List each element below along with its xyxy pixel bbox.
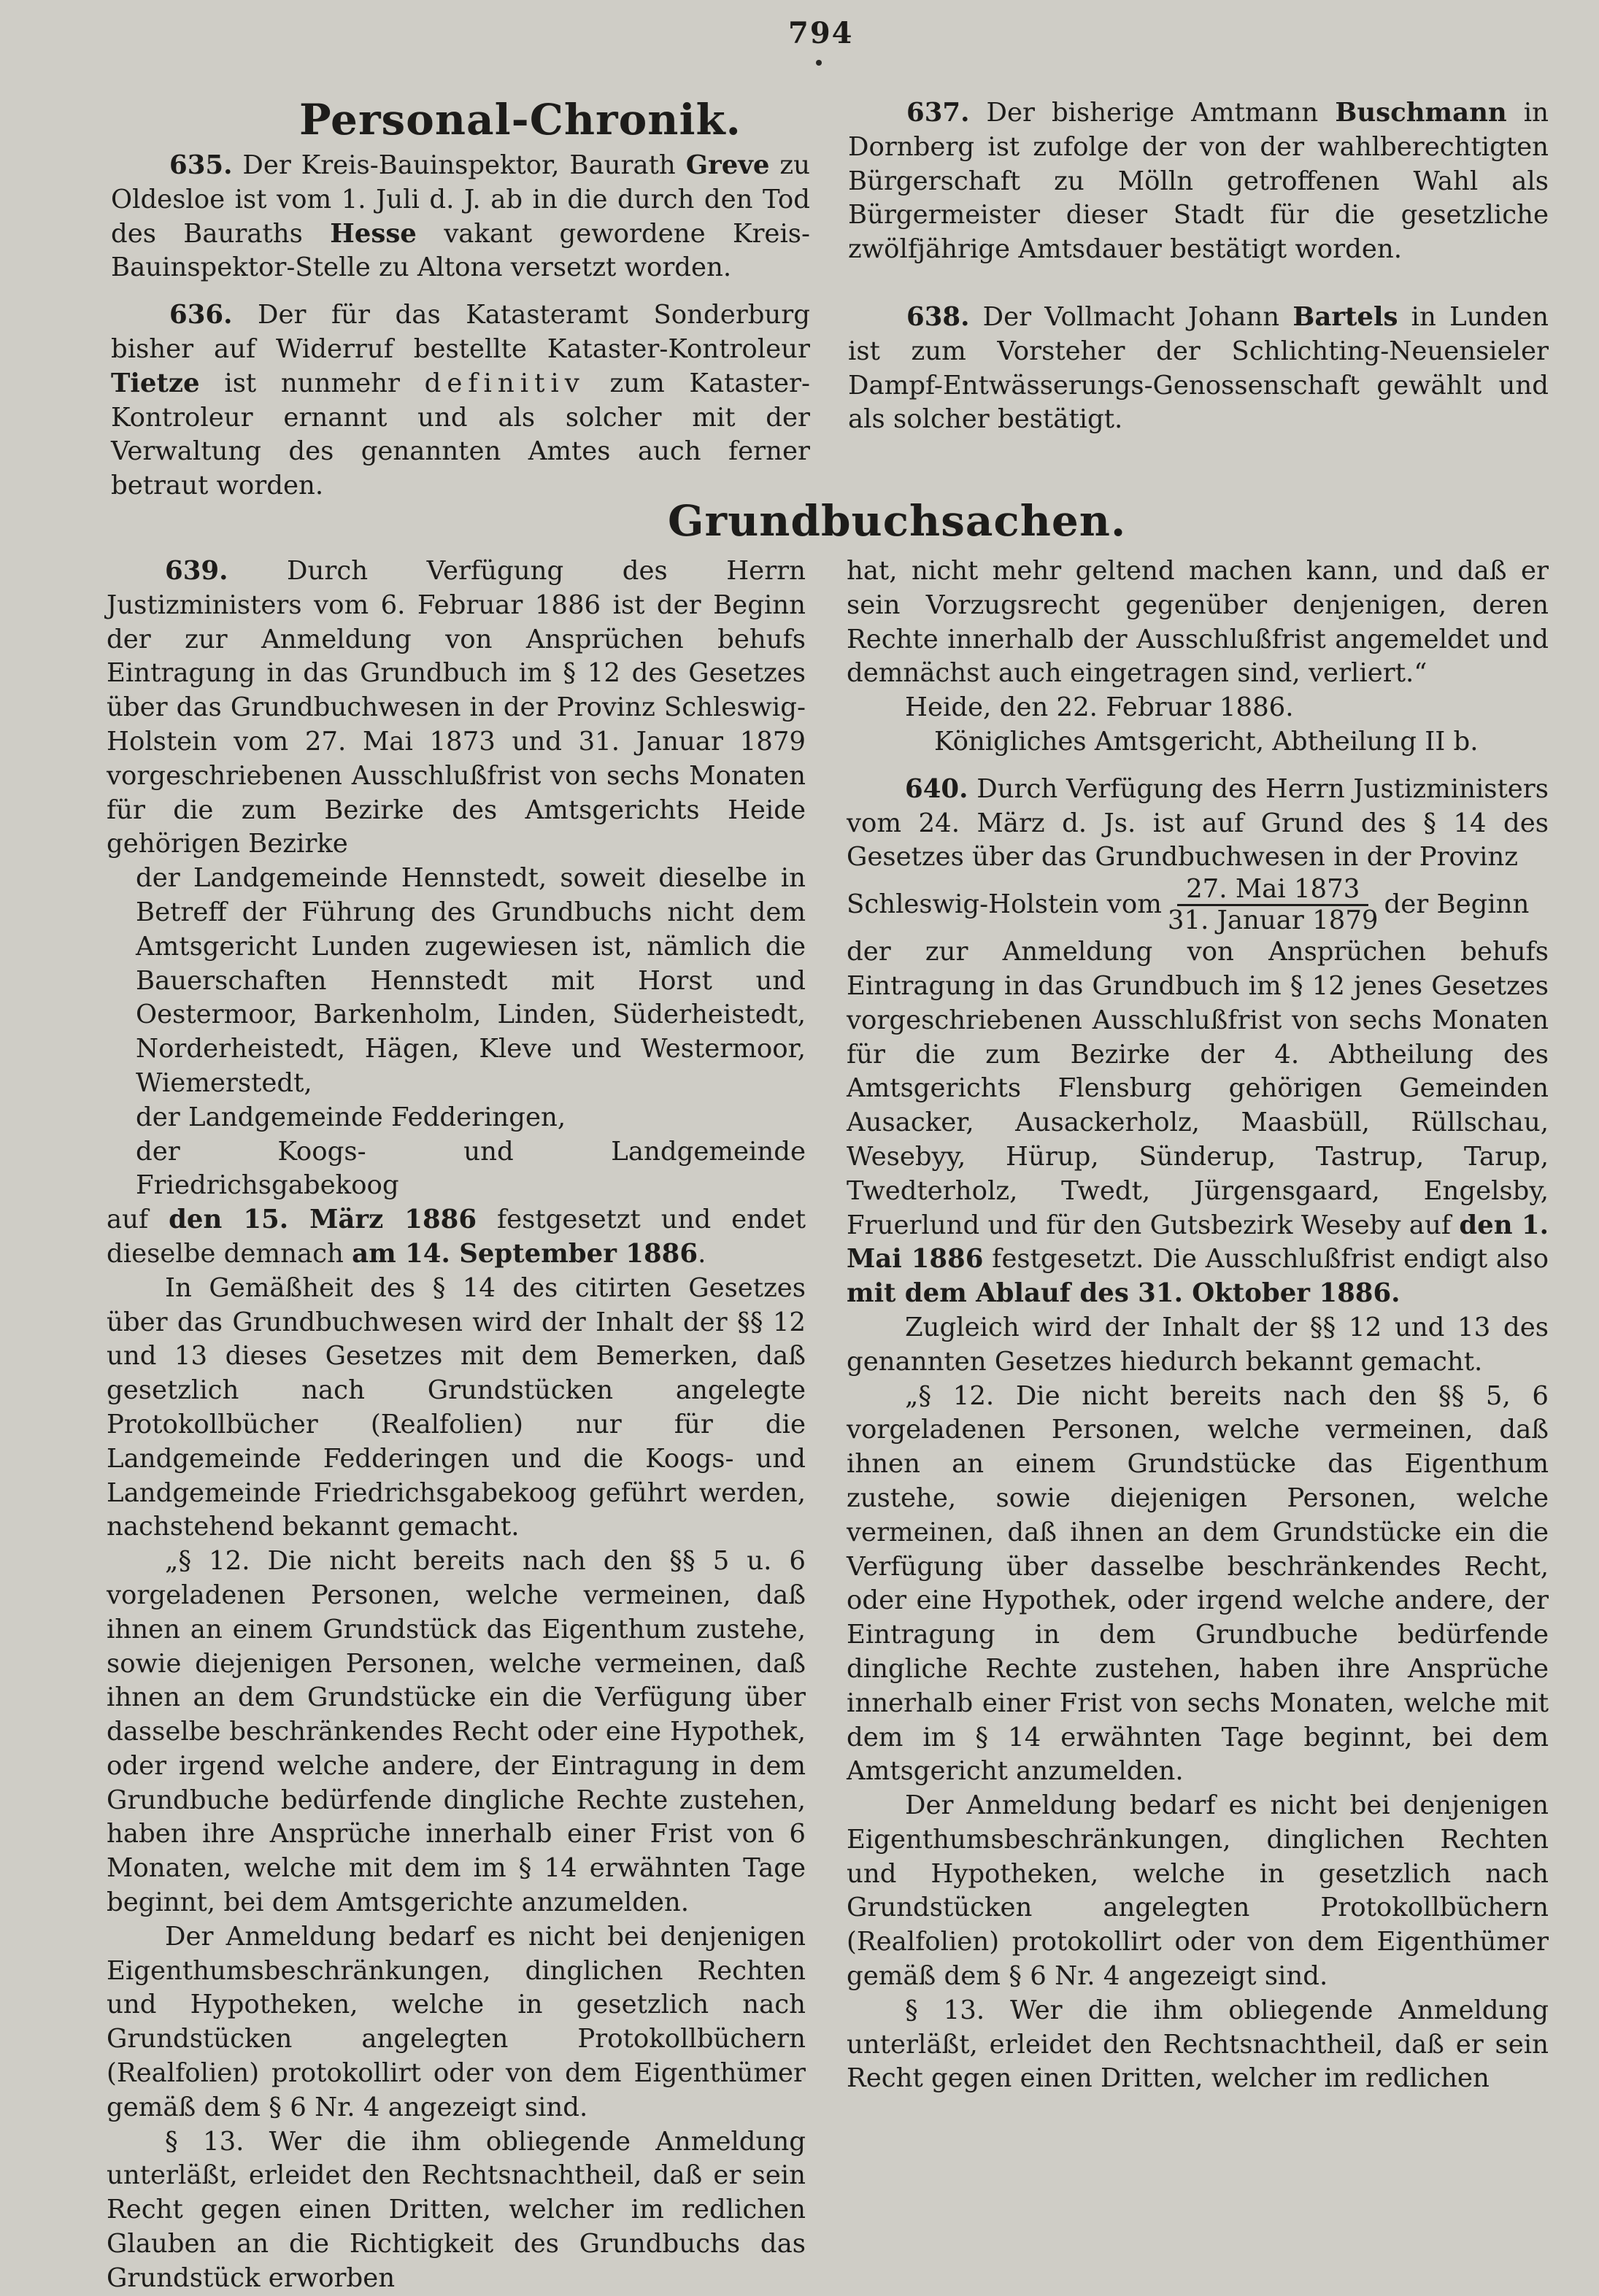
entry-636: 636. Der für das Katasteramt Sonderburg bisher auf Widerruf bestellte Kataster-Kontroleur Tietze ist nunmehr definitiv zum Kataster-Kontroleur ernannt und als solcher mit der Verwaltung des genannten Amtes auch ferner betraut worden. (111, 300, 810, 501)
emphasized-word: definitiv (424, 368, 585, 398)
law-quote: Der Anmeldung bedarf es nicht bei denjenigen Eigenthumsbeschränkungen, dinglichen Rechten und Hypotheken, welche in gesetzlich nach Grundstücken angelegten Protokollbüchern (Realfolien) protokollirt oder von dem Eigenthümer gemäß dem § 6 Nr. 4 angezeigt sind. (847, 1790, 1549, 1992)
law-quote: § 13. Wer die ihm obliegende Anmeldung unterläßt, erleidet den Rechtsnachtheil, daß er sein Recht gegen einen Dritten, welcher im redlichen (847, 1995, 1549, 2094)
law-quote-continued: hat, nicht mehr geltend machen kann, und daß er sein Vorzugsrecht gegenüber denjenigen, deren Rechte innerhalb der Ausschlußfrist angemeldet und demnächst auch eingetragen sind, verliert.“ (847, 556, 1549, 689)
right-main-column (847, 554, 1549, 2096)
section-heading-grundbuchsachen: Grundbuchsachen. (668, 496, 1127, 546)
date: den 1. Mai 1886 (847, 1210, 1549, 1275)
ornament-dot (816, 60, 822, 66)
paragraph: In Gemäßheit des § 14 des citirten Gesetzes über das Grundbuchwesen wird der Inhalt der §§ 12 und 13 dieses Gesetzes mit dem Bemerken, daß gesetzlich nach Grundstücken angelegte Protokollbücher (Realfolien) nur für die Landgemeinde Fedderingen und die Koogs- und Landgemeinde Friedrichsgabekoog geführt werden, nachstehend bekannt gemacht. (107, 1272, 806, 1542)
person-name: Hesse (330, 218, 417, 249)
law-quote: Der Anmeldung bedarf es nicht bei denjenigen Eigenthumsbeschränkungen, dinglichen Rechten und Hypotheken, welche in gesetzlich nach Grundstücken angelegten Protokollbüchern (Realfolien) protokollirt oder von dem Eigenthümer gemäß dem § 6 Nr. 4 angezeigt sind. (107, 1921, 806, 2122)
district-list: der Landgemeinde Hennstedt, soweit dieselbe in Betreff der Führung des Grundbuchs nicht dem Amtsgericht Lunden zugewiesen ist, nämlich die Bauerschaften Hennstedt mit Horst und Oestermoor, Barkenholm, Linden, Süderheistedt, Norderheistedt, Hägen, Kleve und Westermoor, Wiemerstedt, (136, 863, 806, 1098)
signature-place-date: Heide, den 22. Februar 1886. (905, 692, 1294, 723)
left-top-column (111, 149, 810, 503)
person-name: Bartels (1292, 301, 1398, 332)
date-fraction: $\frac{\text{27. Mai 1873}}{\text{31. Januar 1879}}$ (1167, 874, 1379, 936)
entry-number: 640. (905, 773, 968, 804)
deadline-text: auf den 15. März 1886 festgesetzt und endet dieselbe demnach am 14. September 1886. (107, 1205, 806, 1269)
left-main-column (107, 554, 806, 2296)
date: am 14. September 1886 (352, 1238, 698, 1269)
entry-number: 636. (169, 300, 233, 331)
law-quote: § 13. Wer die ihm obliegende Anmeldung unterläßt, erleidet den Rechtsnachtheil, daß er sein Recht gegen einen Dritten, welcher im redlichen Glauben an die Richtigkeit des Grundbuchs das Grundstück erworben (107, 2126, 806, 2293)
person-name: Greve (685, 150, 770, 180)
person-name: Buschmann (1335, 98, 1507, 128)
paragraph: der zur Anmeldung von Ansprüchen behufs Eintragung in das Grundbuch im § 12 jenes Gesetzes vorgeschriebenen Ausschlußfrist von sechs Monaten für die zum Bezirke der 4. Abtheilung des Amtsgerichts Flensburg gehörigen Gemeinden Ausacker, Ausackerholz, Maasbüll, Rüllschau, Wesebyy, Hürup, Sünderup, Tastrup, Tarup, Twedterholz, Twedt, Jürgensgaard, Engelsby, Fruerlund und für den Gutsbezirk Weseby auf den 1. Mai 1886 festgesetzt. Die Ausschlußfrist endigt also mit dem Ablauf des 31. Oktober 1886. (847, 937, 1549, 1309)
date: den 15. März 1886 (169, 1205, 477, 1235)
entry-638: 638. Der Vollmacht Johann Bartels in Lunden ist zum Vorsteher der Schlichting-Neuensieler Dampf-Entwässerungs-Genossenschaft gewählt und als solcher bestätigt. (848, 301, 1549, 435)
right-top-column (848, 96, 1549, 437)
section-heading-personal-chronik: Personal-Chronik. (299, 95, 741, 144)
district-list: der Landgemeinde Fedderingen, (136, 1102, 566, 1132)
entry-640: 640. Durch Verfügung des Herrn Justizministers vom 24. März d. Js. ist auf Grund des § 14 des Gesetzes über das Grundbuchwesen in der Provinz (847, 773, 1549, 873)
person-name: Tietze (111, 368, 200, 398)
entry-635: 635. Der Kreis-Bauinspektor, Baurath Greve zu Oldesloe ist vom 1. Juli d. J. ab in die durch den Tod des Bauraths Hesse vakant gewordene Kreis-Bauinspektor-Stelle zu Altona versetzt worden. (111, 150, 811, 283)
page-number: 794 (788, 16, 854, 50)
entry-number: 637. (906, 98, 970, 128)
entry-number: 639. (165, 556, 228, 586)
date: mit dem Ablauf des 31. Oktober 1886. (847, 1278, 1400, 1309)
entry-number: 638. (906, 301, 970, 332)
district-list: der Koogs- und Landgemeinde Friedrichsgabekoog (136, 1136, 806, 1201)
fraction-line: Schleswig-Holstein vom $\frac{\text{27. Mai 1873}}{\text{31. Januar 1879}}$ der Beginn (847, 874, 1530, 936)
paragraph: Zugleich wird der Inhalt der §§ 12 und 13 des genannten Gesetzes hiedurch bekannt gemacht. (847, 1312, 1549, 1377)
entry-number: 635. (169, 150, 233, 180)
entry-639: 639. Durch Verfügung des Herrn Justizministers vom 6. Februar 1886 ist der Beginn der zur Anmeldung von Ansprüchen behufs Eintragung in das Grundbuch im § 12 des Gesetzes über das Grundbuchwesen in der Provinz Schleswig-Holstein vom 27. Mai 1873 und 31. Januar 1879 vorgeschriebenen Ausschlußfrist von sechs Monaten für die zum Bezirke des Amtsgerichts Heide gehörigen Bezirke (107, 556, 806, 859)
law-quote: „§ 12. Die nicht bereits nach den §§ 5 u. 6 vorgeladenen Personen, welche vermeinen, daß ihnen an einem Grundstück das Eigenthum zustehe, sowie diejenigen Personen, welche vermeinen, daß ihnen an dem Grundstücke ein die Verfügung über dasselbe beschränkendes Recht oder eine Hypothek, oder irgend welche andere, der Eintragung in dem Grundbuche bedürfende dingliche Rechte zustehen, haben ihre Ansprüche innerhalb einer Frist von 6 Monaten, welche mit dem im § 14 erwähnten Tage beginnt, bei dem Amtsgerichte anzumelden. (107, 1546, 806, 1918)
signature-court: Königliches Amtsgericht, Abtheilung II b. (934, 726, 1479, 757)
entry-637: 637. Der bisherige Amtmann Buschmann in Dornberg ist zufolge der von der wahlberechtigten Bürgerschaft zu Mölln getroffenen Wahl als Bürgermeister dieser Stadt für die gesetzliche zwölfjährige Amtsdauer bestätigt worden. (848, 98, 1549, 265)
law-quote: „§ 12. Die nicht bereits nach den §§ 5, 6 vorgeladenen Personen, welche vermeinen, daß ihnen an einem Grundstücke das Eigenthum zustehe, sowie diejenigen Personen, welche vermeinen, daß ihnen an dem Grundstücke ein die Verfügung über dasselbe beschränkendes Recht, oder eine Hypothek, oder irgend welche andere, der Eintragung in dem Grundbuche bedürfende dingliche Rechte zustehen, haben ihre Ansprüche innerhalb einer Frist von sechs Monaten, welche mit dem im § 14 erwähnten Tage beginnt, bei dem Amtsgericht anzumelden. (847, 1380, 1549, 1787)
